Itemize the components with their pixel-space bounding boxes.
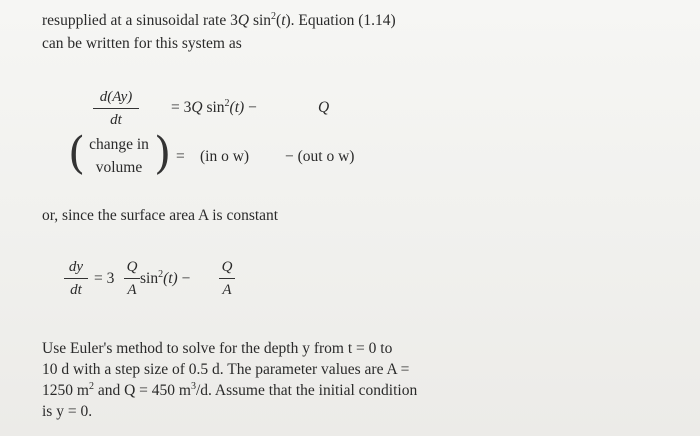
right-paren: ) bbox=[154, 128, 172, 179]
left-paren: ( bbox=[68, 128, 86, 179]
eq2-q-over-a bbox=[124, 258, 140, 299]
word-eq-equals: = bbox=[176, 148, 185, 165]
eq2-q-over-a-2 bbox=[219, 258, 235, 299]
eq1-denominator: dt bbox=[110, 112, 122, 128]
eq2-bar-1 bbox=[64, 278, 88, 279]
eq2-sin-term: $\sin^2(t)$ − bbox=[140, 268, 191, 287]
problem-line-4: is y = 0. bbox=[42, 403, 93, 420]
eq1-fraction-bar bbox=[93, 108, 139, 109]
problem-line-2: 10 d with a step size of 0.5 d. The parameter values are A = bbox=[42, 361, 410, 378]
eq1-lhs-fraction bbox=[93, 88, 139, 129]
eq1-rhs: = 3Q $\sin^2(t)$ − bbox=[171, 97, 257, 116]
in-label: (in o w) bbox=[200, 148, 250, 165]
intro-line-1: resupplied at a sinusoidal rate 3Q $\sin^2(t)$. Equation (1.14) bbox=[42, 10, 396, 29]
eq2-dy-dt bbox=[64, 258, 88, 299]
surface-area-sentence: or, since the surface area A is constant bbox=[42, 207, 279, 224]
eq2-bar-3 bbox=[219, 278, 235, 279]
eq2-dy: dy bbox=[68, 259, 84, 275]
eq2-bar-2 bbox=[124, 278, 140, 279]
eq2-a-2: A bbox=[222, 282, 232, 298]
eq2-q: Q bbox=[126, 259, 138, 275]
problem-line-3: 1250 $m^2$ and Q = 450 $m^3/d$. Assume that the initial condition bbox=[42, 380, 418, 399]
out-label: − (out o w) bbox=[285, 148, 355, 165]
change-in-label: change in bbox=[89, 136, 149, 153]
eq2-dt: dt bbox=[70, 282, 82, 298]
eq1-numerator: d(Ay) bbox=[99, 89, 133, 105]
eq2-a: A bbox=[127, 282, 137, 298]
intro-line-2: can be written for this system as bbox=[42, 35, 242, 52]
eq2-q-2: Q bbox=[221, 259, 233, 275]
eq2-equals: = 3 bbox=[94, 270, 115, 287]
eq1-rhs-q: Q bbox=[318, 99, 330, 116]
problem-line-1: Use Euler's method to solve for the depth y from t = 0 to bbox=[42, 340, 393, 357]
volume-label: volume bbox=[95, 159, 143, 176]
